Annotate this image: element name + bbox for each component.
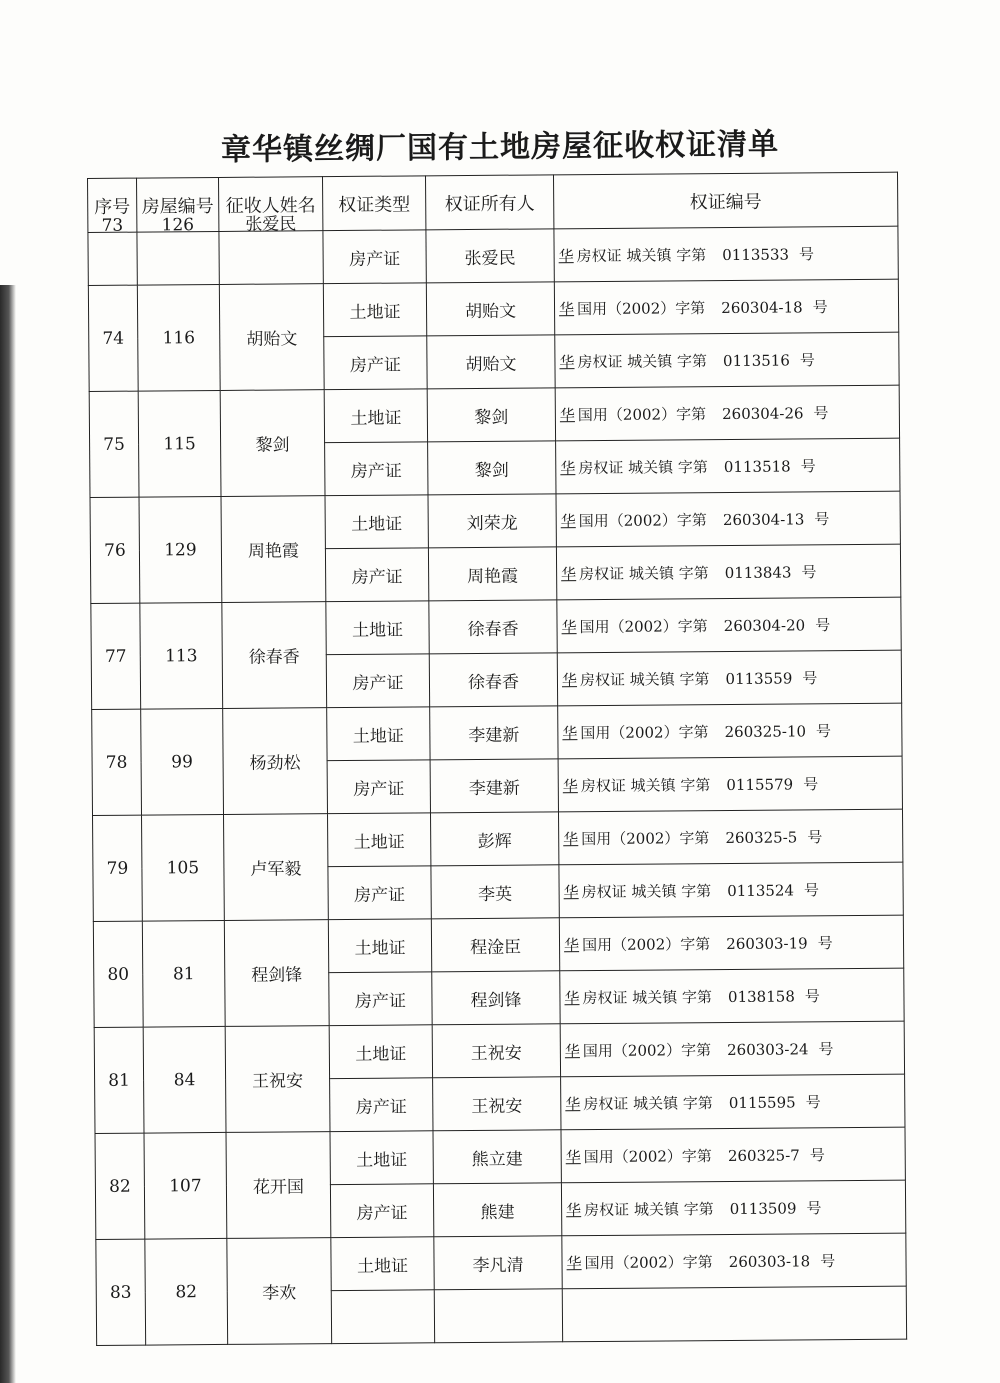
- cert-type-cell: 房产证: [325, 548, 428, 602]
- certificate-table: [87, 172, 907, 1346]
- cert-suffix: 号: [820, 1251, 836, 1270]
- cert-number: 260303-24: [726, 1039, 809, 1059]
- cert-suffix: 号: [801, 562, 817, 581]
- cert-type-cell: 土地证: [325, 495, 428, 549]
- cert-no-cell: [562, 1286, 906, 1342]
- name-cell: 徐春香: [222, 602, 327, 709]
- cert-type-cell: 房产证: [328, 866, 431, 920]
- cert-number: 260304-26: [722, 403, 804, 423]
- index-cell: 82: [95, 1133, 145, 1239]
- house-no-cell: 115: [138, 390, 221, 497]
- cert-suffix: 号: [817, 933, 833, 952]
- name-cell: 卢军毅: [224, 814, 329, 921]
- cert-type-cell: [331, 1290, 434, 1344]
- cert-no-cell: [554, 279, 898, 335]
- cert-number: 0113518: [723, 456, 791, 476]
- cert-prefix: 华: [566, 1200, 582, 1219]
- cert-suffix: 号: [815, 721, 832, 740]
- owner-cell: 李建新: [430, 706, 558, 760]
- cert-prefix: 华: [563, 935, 580, 954]
- cert-suffix: 号: [803, 774, 819, 793]
- cert-suffix: 号: [807, 827, 823, 846]
- house-no-cell: 107: [144, 1132, 227, 1239]
- cert-suffix: 号: [803, 880, 820, 899]
- cert-suffix: 号: [815, 615, 831, 634]
- table-row: [91, 597, 901, 656]
- cert-type-cell: 土地证: [330, 1131, 433, 1185]
- cert-body: 房权证 城关镇 字第: [579, 563, 709, 583]
- table-row-partial-bottom: [96, 1233, 906, 1292]
- name-cell: 程剑锋: [224, 920, 329, 1027]
- table-row: [88, 279, 898, 338]
- cert-prefix: 华: [558, 299, 575, 318]
- owner-cell: 熊建: [433, 1183, 561, 1237]
- cert-no-cell: [557, 597, 901, 653]
- cert-no-cell: [561, 1127, 905, 1183]
- owner-cell: 李英: [431, 865, 559, 919]
- index-cell: 80: [93, 921, 143, 1027]
- cert-suffix: 号: [818, 1039, 834, 1058]
- name-cell: 胡贻文: [219, 284, 324, 391]
- certificate-table-sheet: [87, 172, 908, 1323]
- cert-body: 国用（2002）字第: [579, 616, 708, 636]
- owner-cell: 王祝安: [433, 1077, 561, 1131]
- house-no-cell: 105: [142, 814, 225, 921]
- cert-number: 260325-10: [724, 721, 807, 741]
- owner-cell: 黎剑: [428, 441, 556, 495]
- table-row: [90, 491, 900, 550]
- cert-number: 260304-13: [722, 509, 805, 529]
- cert-type-cell: 土地证: [323, 283, 426, 337]
- index-cell: 79: [93, 815, 143, 921]
- cert-type-cell: 房产证: [330, 1184, 433, 1238]
- cert-prefix: 华: [565, 1094, 581, 1113]
- cert-type-cell: 土地证: [326, 601, 429, 655]
- cert-number: 260303-18: [728, 1251, 811, 1271]
- cert-suffix: 号: [812, 297, 828, 316]
- house-no-cell: 113: [140, 602, 223, 709]
- owner-cell: [434, 1289, 562, 1343]
- cert-body: 国用（2002）字第: [583, 1146, 712, 1166]
- owner-cell: 刘荣龙: [428, 494, 556, 548]
- owner-cell: 李凡清: [434, 1236, 562, 1290]
- name-cell: 张爱民: [219, 231, 323, 285]
- cert-suffix: 号: [799, 350, 815, 369]
- cert-prefix: 华: [562, 723, 578, 742]
- house-no-cell: 116: [137, 284, 220, 391]
- cert-number: 260325-7: [727, 1145, 800, 1165]
- cert-no-cell: [557, 650, 901, 706]
- header-index: 序号: [88, 178, 137, 232]
- owner-cell: 程淦臣: [431, 918, 559, 972]
- cert-type-cell: 房产证: [329, 972, 432, 1026]
- table-row-partial-top: [88, 226, 898, 285]
- index-cell: 76: [90, 497, 140, 603]
- house-no-cell: 84: [143, 1026, 226, 1133]
- owner-cell: 熊立建: [433, 1130, 561, 1184]
- cert-body: 房权证 城关镇 字第: [578, 457, 708, 477]
- cert-prefix: 华: [565, 1147, 581, 1166]
- index-cell: 83: [96, 1239, 146, 1345]
- cert-type-cell: 房产证: [323, 230, 426, 284]
- table-row: [89, 385, 899, 444]
- cert-number: 260304-20: [723, 615, 806, 635]
- owner-cell: 徐春香: [429, 653, 557, 707]
- name-cell: 李欢: [227, 1238, 332, 1345]
- index-cell: 81: [94, 1027, 144, 1133]
- owner-cell: 胡贻文: [426, 282, 554, 336]
- owner-cell: 黎剑: [427, 388, 555, 442]
- cert-body: 国用（2002）字第: [584, 1252, 713, 1272]
- table-header-row: [88, 172, 898, 232]
- cert-no-cell: [556, 491, 900, 547]
- cert-body: 国用（2002）字第: [580, 722, 709, 742]
- cert-no-cell: [561, 1180, 905, 1236]
- cert-number: 260325-5: [725, 827, 798, 847]
- cert-prefix: 华: [563, 882, 579, 901]
- cert-prefix: 华: [566, 1253, 582, 1272]
- header-cert-type: 权证类型: [322, 176, 425, 231]
- cert-suffix: 号: [802, 668, 818, 687]
- cert-prefix: 华: [560, 511, 576, 530]
- index-cell: 78: [92, 709, 142, 815]
- cert-no-cell: [558, 756, 902, 812]
- index-cell: 74: [88, 285, 138, 391]
- cert-body: 房权证 城关镇 字第: [582, 987, 713, 1007]
- table-row: [92, 703, 902, 762]
- cert-prefix: 华: [564, 988, 580, 1007]
- owner-cell: 徐春香: [429, 600, 557, 654]
- cert-number: 0113524: [727, 880, 795, 900]
- cert-body: 国用（2002）字第: [577, 404, 707, 424]
- cert-body: 房权证 城关镇 字第: [584, 1199, 714, 1219]
- cert-suffix: 号: [804, 986, 820, 1005]
- cert-suffix: 号: [800, 456, 816, 475]
- cert-type-cell: 房产证: [325, 442, 428, 496]
- house-no-cell: 129: [139, 496, 222, 603]
- scan-edge-shadow: [0, 285, 16, 1383]
- cert-number: 0113509: [729, 1198, 797, 1218]
- cert-prefix: 华: [560, 458, 576, 477]
- cert-body: 国用（2002）字第: [576, 298, 706, 318]
- name-cell: 王祝安: [225, 1026, 330, 1133]
- cert-no-cell: [560, 1021, 904, 1077]
- cert-number: 0115579: [726, 774, 794, 794]
- cert-no-cell: 华 房权证 城关镇 字第 0113533 号: [554, 226, 898, 282]
- cert-body: 房权证 城关镇 字第: [583, 1093, 713, 1113]
- cert-suffix: 号: [806, 1198, 822, 1217]
- cert-no-cell: [561, 1074, 905, 1130]
- header-cert-no: 权证编号: [553, 172, 897, 229]
- header-name: 征收人姓名: [218, 177, 322, 232]
- cert-prefix: 华: [561, 564, 577, 583]
- cert-suffix: 号: [805, 1092, 821, 1111]
- table-row: [93, 915, 903, 974]
- owner-cell: 程剑锋: [432, 971, 560, 1025]
- house-no-cell: 99: [141, 708, 224, 815]
- cert-number: 0115595: [728, 1092, 796, 1112]
- cert-no-cell: [556, 544, 900, 600]
- cert-no-cell: [555, 385, 899, 441]
- house-no-cell: 81: [142, 920, 225, 1027]
- cert-type-cell: 土地证: [327, 707, 430, 761]
- cert-no-cell: [559, 862, 903, 918]
- cert-prefix: 华: [562, 776, 578, 795]
- name-cell: 花开国: [226, 1132, 331, 1239]
- cert-no-cell: [560, 968, 904, 1024]
- owner-cell: 胡贻文: [427, 335, 555, 389]
- name-cell: 周艳霞: [221, 496, 326, 603]
- owner-cell: 周艳霞: [428, 547, 556, 601]
- table-row: [94, 1021, 904, 1080]
- cert-no-cell: [559, 915, 903, 971]
- owner-cell: 王祝安: [432, 1024, 560, 1078]
- cert-body: 国用（2002）字第: [578, 510, 707, 530]
- cert-body: 国用（2002）字第: [581, 934, 711, 954]
- cert-body: 房权证 城关镇 字第: [579, 669, 710, 689]
- cert-body: 国用（2002）字第: [581, 828, 710, 848]
- cert-suffix: 号: [809, 1145, 825, 1164]
- cert-no-cell: [558, 809, 902, 865]
- cert-body: 房权证 城关镇 字第: [577, 351, 708, 371]
- cert-prefix: 华: [564, 1041, 580, 1060]
- cert-suffix: 号: [813, 403, 829, 422]
- cert-type-cell: 房产证: [326, 654, 429, 708]
- house-no-cell: 82: [145, 1238, 228, 1345]
- cert-number: 0138158: [727, 986, 795, 1006]
- cert-type-cell: 房产证: [324, 336, 427, 390]
- cert-no-cell: [555, 332, 899, 388]
- cert-type-cell: 土地证: [331, 1237, 434, 1291]
- cert-type-cell: 土地证: [328, 919, 431, 973]
- cert-prefix: 华: [563, 829, 579, 848]
- cert-number: 260304-18: [721, 297, 803, 317]
- cert-prefix: 华: [559, 405, 575, 424]
- cert-type-cell: 土地证: [327, 813, 430, 867]
- table-row: [95, 1127, 905, 1186]
- house-no-cell: 126: [137, 231, 219, 285]
- cert-type-cell: 土地证: [329, 1025, 432, 1079]
- cert-body: 房权证 城关镇 字第: [581, 881, 712, 901]
- table-row: [93, 809, 903, 868]
- cert-body: 房权证 城关镇 字第: [580, 775, 711, 795]
- owner-cell: 李建新: [430, 759, 558, 813]
- cert-prefix: 华: [561, 670, 578, 689]
- index-cell: 77: [91, 603, 141, 709]
- cert-type-cell: 房产证: [330, 1078, 433, 1132]
- cert-number: 0113516: [722, 350, 790, 370]
- cert-prefix: 华: [559, 352, 575, 371]
- cert-no-cell: [556, 438, 900, 494]
- page-title: 章华镇丝绸厂国有土地房屋征收权证清单: [220, 127, 780, 168]
- cert-number: 0113843: [724, 562, 792, 582]
- owner-cell: 彭辉: [430, 812, 558, 866]
- cert-no-cell: [558, 703, 902, 759]
- cert-number: 260303-19: [726, 933, 808, 953]
- header-house-no: 房屋编号: [137, 177, 219, 232]
- name-cell: 杨劲松: [223, 708, 328, 815]
- name-cell: 黎剑: [220, 390, 325, 497]
- cert-prefix: 华: [561, 617, 577, 636]
- cert-suffix: 号: [814, 509, 830, 528]
- cert-type-cell: 房产证: [327, 760, 430, 814]
- index-cell: 73: [88, 232, 137, 285]
- header-owner: 权证所有人: [425, 175, 553, 230]
- index-cell: 75: [89, 391, 139, 497]
- cert-no-cell: [562, 1233, 906, 1289]
- owner-cell: 张爱民: [426, 229, 554, 283]
- cert-body: 国用（2002）字第: [582, 1040, 712, 1060]
- cert-number: 0113559: [725, 668, 793, 688]
- cert-type-cell: 土地证: [324, 389, 427, 443]
